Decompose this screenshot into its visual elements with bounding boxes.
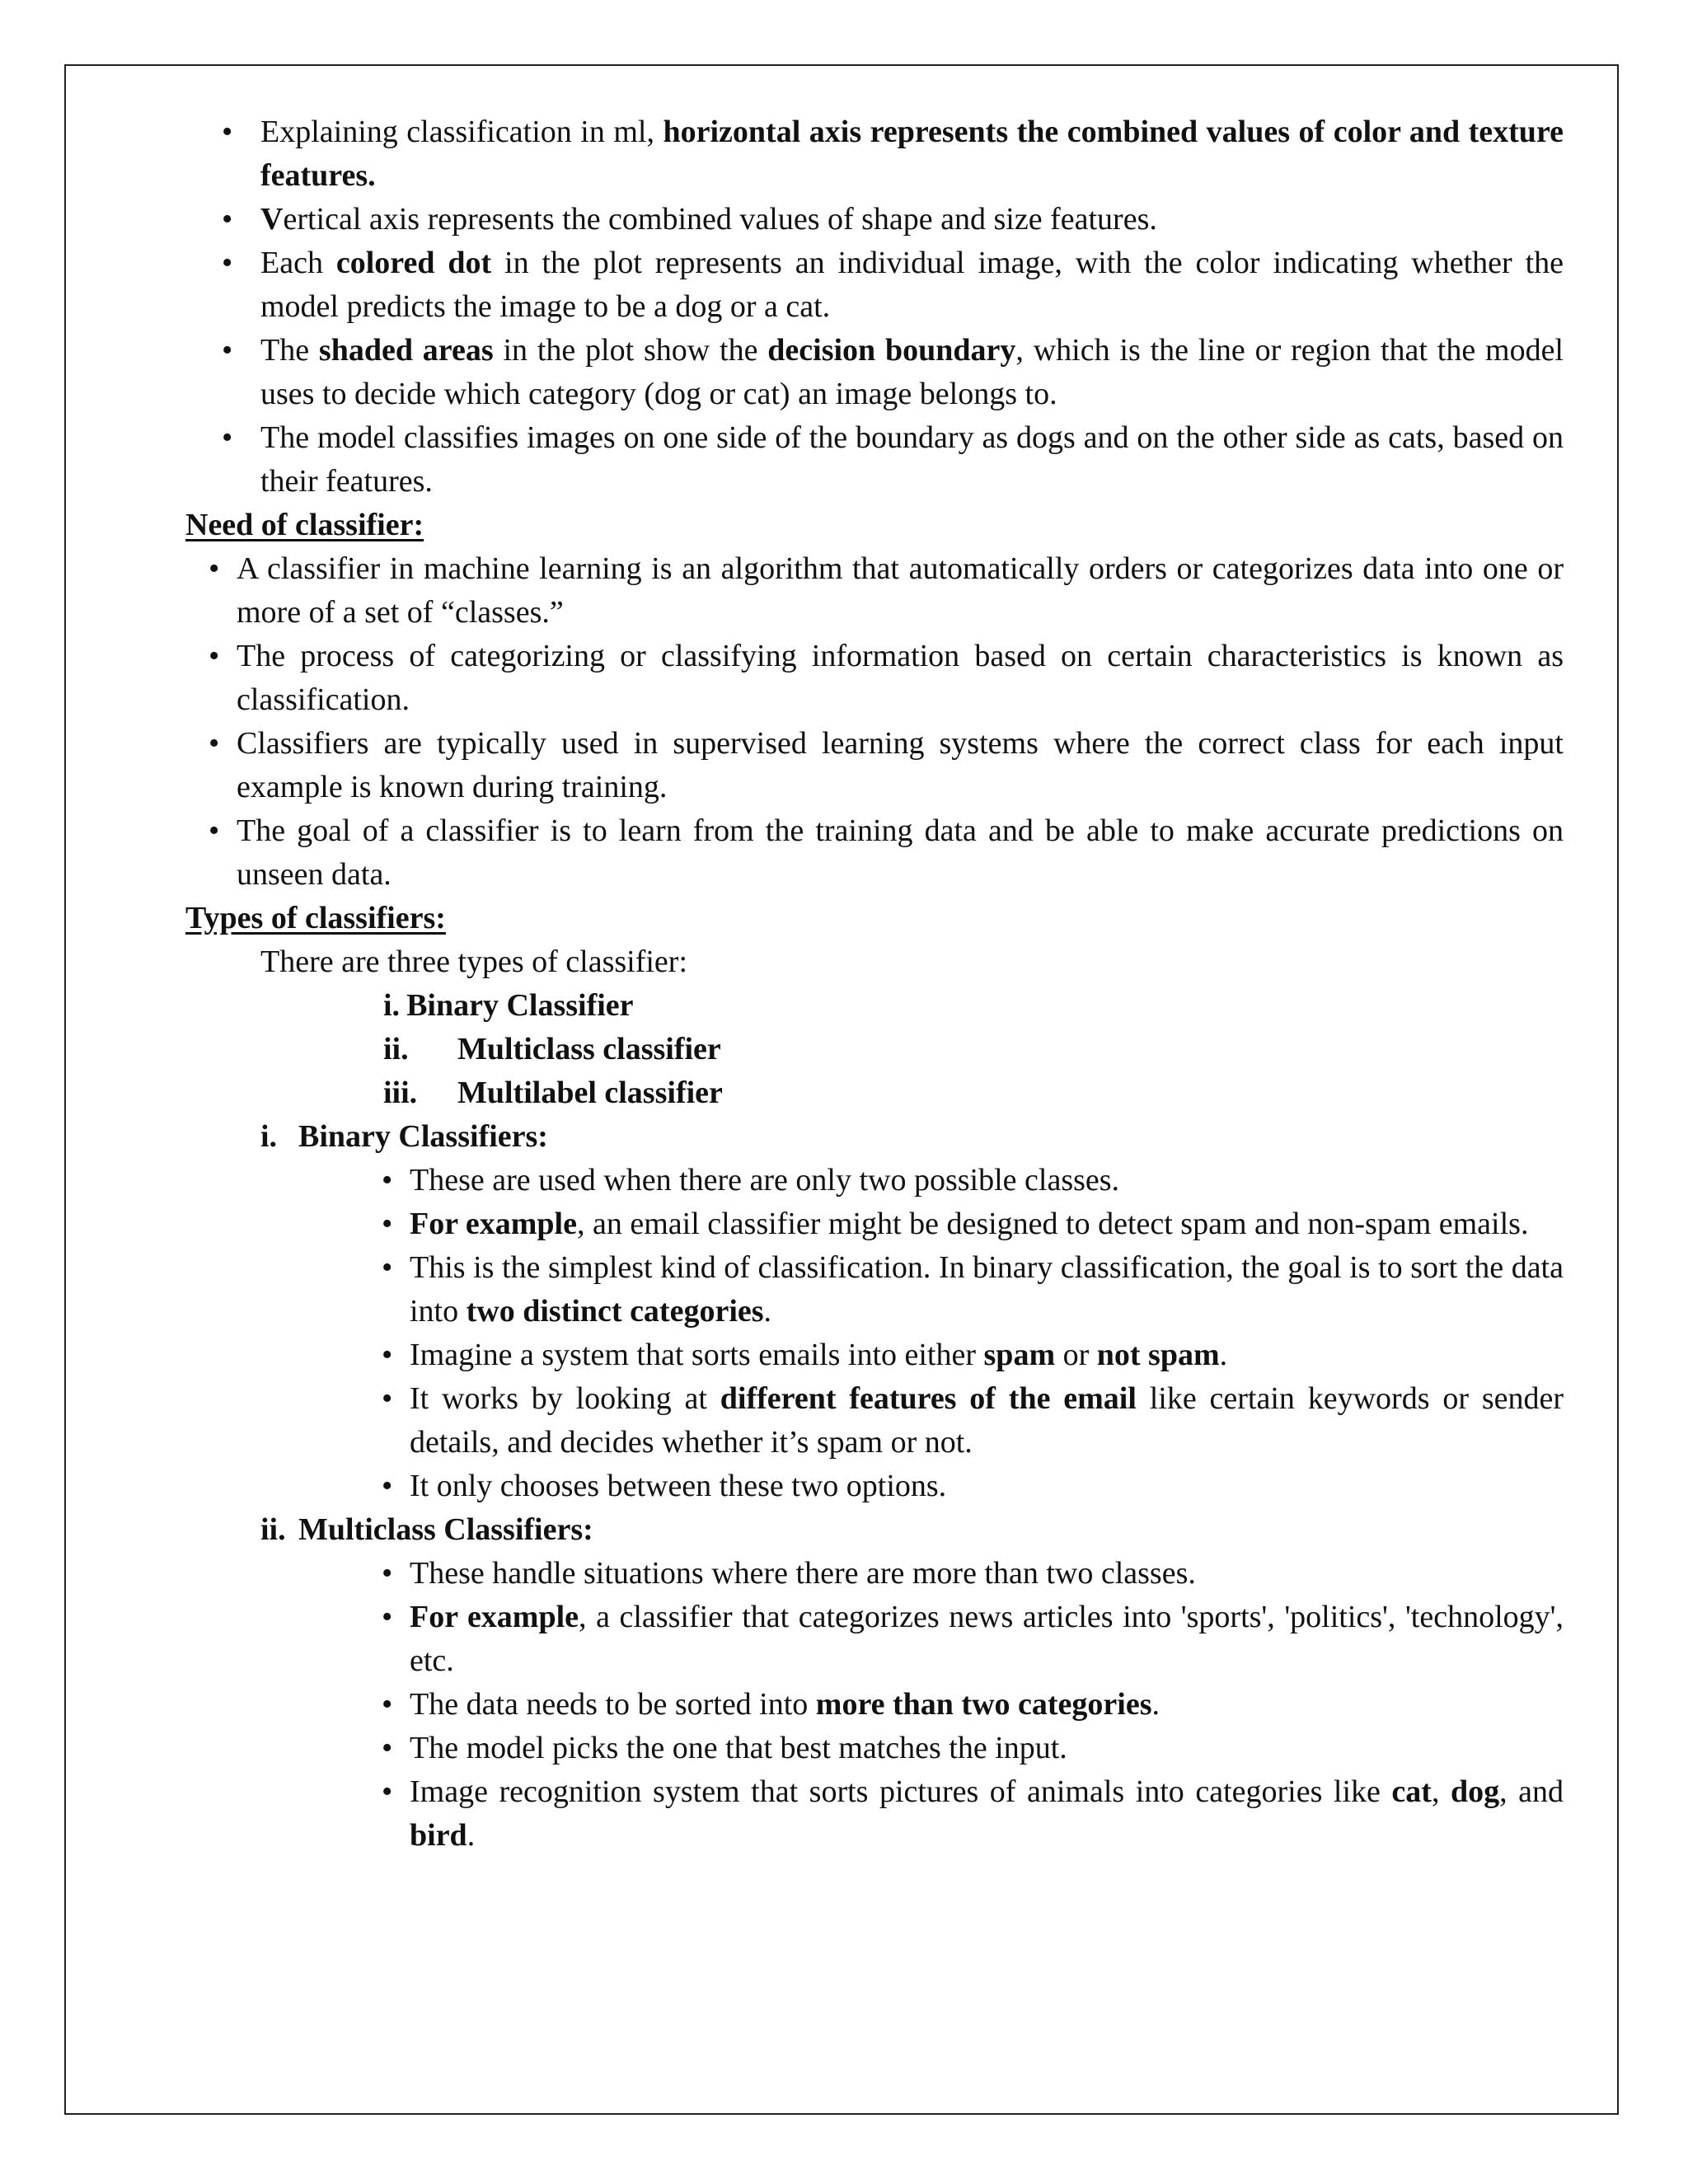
item-text: , and — [1499, 1774, 1564, 1809]
item-text-bold: horizontal axis represents the combined values of color and texture features. — [260, 115, 1564, 193]
item-text-bold: spam — [983, 1338, 1056, 1372]
item-text: Explaining classification in ml, — [260, 115, 663, 149]
item-text: Image recognition system that sorts pictures of animals into categories like — [410, 1774, 1392, 1809]
item-text: This is the simplest kind of classification. In binary classification, the goal is to sort the data into — [410, 1250, 1564, 1329]
item-text-bold: bird — [410, 1818, 467, 1853]
list-item — [185, 1246, 1564, 1333]
item-text: . — [1151, 1687, 1160, 1722]
item-text: in the plot represents an individual image, with the color indicating whether the model predicts the image to be a dog or a cat. — [260, 246, 1564, 324]
item-text: . — [763, 1294, 772, 1329]
list-item — [185, 241, 1564, 329]
list-number: iii. — [383, 1076, 418, 1110]
item-text: , a classifier that categorizes news articles into 'sports', 'politics', 'technology', etc. — [410, 1600, 1564, 1678]
list-item — [185, 1596, 1564, 1683]
item-text-bold: For example — [410, 1207, 577, 1241]
bullet-icon: • — [222, 202, 233, 237]
item-text-bold: dog — [1450, 1774, 1500, 1809]
bullet-icon: • — [209, 726, 220, 761]
bullet-icon: • — [382, 1381, 393, 1416]
list-item — [185, 416, 1564, 504]
item-text-bold: colored dot — [335, 246, 492, 280]
item-text-bold: decision boundary — [767, 333, 1016, 368]
item-text: Multilabel classifier — [457, 1076, 723, 1110]
list-item — [185, 722, 1564, 809]
item-text: The goal of a classifier is to learn from the training data and be able to make accurate predictions on unseen data. — [237, 813, 1564, 892]
bullet-icon: • — [222, 246, 233, 280]
list-item — [185, 1683, 1564, 1727]
bullet-icon: • — [382, 1163, 393, 1197]
list-number: i. — [260, 1119, 278, 1154]
need-bullet-list — [185, 547, 1564, 897]
list-number: ii. — [383, 1032, 409, 1066]
bullet-icon: • — [382, 1250, 393, 1285]
item-text: Each — [260, 246, 336, 280]
item-text-bold: For example — [410, 1600, 579, 1634]
item-text: in the plot show the — [493, 333, 768, 368]
bullet-icon: • — [382, 1774, 393, 1809]
item-text-bold: more than two categories — [815, 1687, 1152, 1722]
list-item — [185, 809, 1564, 897]
list-item — [185, 1770, 1564, 1858]
bullet-icon: • — [222, 333, 233, 368]
list-item — [185, 635, 1564, 722]
item-text: The model classifies images on one side of the boundary as dogs and on the other side as cats, based on their features. — [260, 420, 1564, 499]
list-item — [185, 1727, 1564, 1770]
item-text-bold: cat — [1391, 1774, 1432, 1809]
list-item — [185, 329, 1564, 416]
item-text: The model picks the one that best matches the input. — [410, 1731, 1067, 1765]
bullet-icon: • — [382, 1687, 393, 1722]
list-item — [185, 1202, 1564, 1246]
item-text: . — [1219, 1338, 1228, 1372]
bullet-icon: • — [209, 639, 220, 673]
document-body — [185, 110, 1564, 1858]
subsection-title: Binary Classifiers: — [298, 1119, 548, 1154]
list-item — [185, 547, 1564, 635]
list-item — [383, 984, 1564, 1028]
item-text: , an email classifier might be designed to detect spam and non-spam emails. — [576, 1207, 1529, 1241]
bullet-icon: • — [222, 115, 233, 149]
item-text-bold: V — [260, 202, 284, 237]
item-text: , — [1431, 1774, 1451, 1809]
binary-bullet-list — [185, 1159, 1564, 1508]
list-item — [185, 1377, 1564, 1465]
section-heading-types: Types of classifiers: — [185, 901, 446, 935]
intro-bullet-list — [185, 110, 1564, 504]
list-item — [185, 1465, 1564, 1508]
types-intro-text: There are three types of classifier: — [260, 944, 688, 979]
bullet-icon: • — [382, 1469, 393, 1503]
bullet-icon: • — [209, 813, 220, 848]
list-number: i. — [383, 988, 401, 1023]
item-text-bold: not spam — [1096, 1338, 1220, 1372]
list-item — [383, 1028, 1564, 1071]
multiclass-bullet-list — [185, 1552, 1564, 1858]
bullet-icon: • — [382, 1556, 393, 1591]
item-text: These handle situations where there are more than two classes. — [410, 1556, 1196, 1591]
bullet-icon: • — [209, 551, 220, 586]
item-text: , which is the line or region that the model uses to decide which category (dog or cat) an image belongs to. — [260, 333, 1564, 411]
types-list — [185, 984, 1564, 1115]
bullet-icon: • — [382, 1731, 393, 1765]
item-text: A classifier in machine learning is an algorithm that automatically orders or categorizes data into one or more of a set of “classes.” — [237, 551, 1564, 630]
item-text: These are used when there are only two possible classes. — [410, 1163, 1120, 1197]
item-text: Classifiers are typically used in supervised learning systems where the correct class for each input example is known during training. — [237, 726, 1564, 804]
section-heading-need: Need of classifier: — [185, 508, 424, 542]
list-item — [185, 1333, 1564, 1377]
item-text: like certain keywords or sender details, and decides whether it’s spam or not. — [410, 1381, 1564, 1460]
item-text: The process of categorizing or classifying information based on certain characteristics is known as classification. — [237, 639, 1564, 717]
item-text: ertical axis represents the combined values of shape and size features. — [283, 202, 1157, 237]
item-text: . — [467, 1818, 476, 1853]
subsection-heading-multiclass — [185, 1508, 1564, 1552]
bullet-icon: • — [382, 1338, 393, 1372]
item-text: Imagine a system that sorts emails into either — [410, 1338, 984, 1372]
item-text: It works by looking at — [410, 1381, 720, 1416]
bullet-icon: • — [382, 1600, 393, 1634]
bullet-icon: • — [222, 420, 233, 455]
list-item — [185, 1159, 1564, 1202]
item-text: Binary Classifier — [406, 988, 634, 1023]
list-number: ii. — [260, 1512, 286, 1547]
list-item — [185, 1552, 1564, 1596]
subsection-heading-binary — [185, 1115, 1564, 1159]
item-text-bold: two distinct categories — [466, 1294, 764, 1329]
item-text-bold: different features of the email — [720, 1381, 1137, 1416]
item-text: It only chooses between these two options. — [410, 1469, 947, 1503]
subsection-title: Multiclass Classifiers: — [298, 1512, 593, 1547]
list-item — [185, 110, 1564, 198]
list-item — [383, 1071, 1564, 1115]
item-text: or — [1055, 1338, 1097, 1372]
list-item — [185, 198, 1564, 241]
bullet-icon: • — [382, 1207, 393, 1241]
item-text-bold: shaded areas — [318, 333, 494, 368]
item-text: Multiclass classifier — [457, 1032, 721, 1066]
item-text: The — [260, 333, 319, 368]
item-text: The data needs to be sorted into — [410, 1687, 816, 1722]
